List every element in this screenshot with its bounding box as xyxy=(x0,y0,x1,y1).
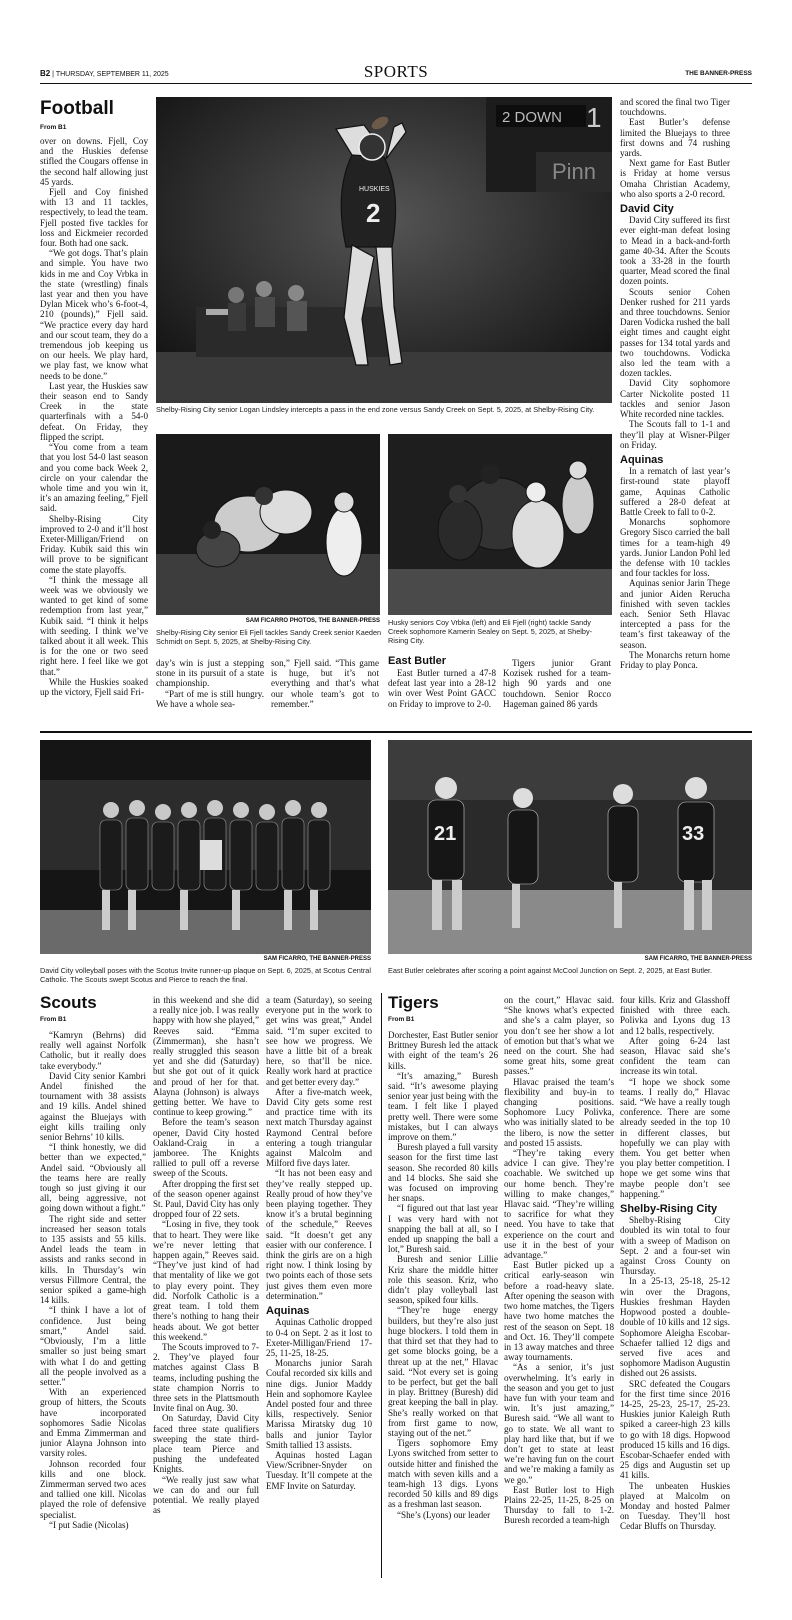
article-paragraph: The Scouts improved to 7-2. They’ve played four matches against Class B teams, including pushing the state champion Norris to three sets in the Plattsmouth Invite final on Aug. 30. xyxy=(153,1341,259,1414)
article-paragraph: Aquinas Catholic dropped to 0-4 on Sept. 2 as it lost to Exeter-Milligan/Friend 17-25, 11-25, 18-25. xyxy=(266,1317,372,1358)
article-paragraph: While the Huskies soaked up the victory, Fjell said Fri- xyxy=(40,676,148,697)
article-paragraph: “It has not been easy and they’ve really stepped up. Really proud of how they’ve been playing together. They know it’s a brutal beginning of the schedule,” Reeves said. “It doesn’t get any easier with our conference. I think the girls are on a high right now. I think losing by two points each of those sets just gives them even more determination.” xyxy=(266,1168,372,1301)
football-right-column xyxy=(620,97,730,725)
article-paragraph: After going 6-24 last season, Hlavac said she’s confident the team can increase its win total. xyxy=(620,1035,730,1077)
article-paragraph: Monarchs junior Sarah Coufal recorded six kills and nine digs. Junior Maddy Hein and sophomore Kaylee Andel posted four and three kills, respectively. Senior Marissa Miratsky dug 10 balls and junior Taylor Smith tallied 13 assists. xyxy=(266,1358,372,1450)
article-paragraph: The right side and setter increased her season totals to 135 assists and 55 kills. Andel leads the team in assists and ranks second in kills. In Thursday’s win versus Fillmore Central, the senior spiked a game-high 14 kills. xyxy=(40,1213,146,1306)
tigers-jump-line: From B1 xyxy=(388,1016,415,1023)
right-photo-caption: Husky seniors Coy Vrbka (left) and Eli Fjell (right) tackle Sandy Creek sophomore Kamerin Sealey on Sept. 5, 2025, at Shelby-Rising City. xyxy=(388,618,593,645)
section-divider xyxy=(40,731,752,733)
article-paragraph: Aquinas senior Jarin Thege and junior Aiden Rerucha finished with seven tackles each. Senior Seth Hlavac intercepted a pass for the team’s first takeaway of the season. xyxy=(620,578,730,650)
article-paragraph: “We got dogs. That’s plain and simple. You have two kids in me and Coy Vrbka in the state (wrestling) finals last year and then you have Dylan Micek who’s 6-foot-4, 210 (pounds),” Fjell said. “We practice every day hard and our scout team, they do a tremendous job keeping us on our heels. We play hard, we play fast, we know what needs to be done.” xyxy=(40,248,148,381)
article-paragraph: Monarchs sophomore Gregory Sisco carried the ball times for a team-high 49 yards. Junior Landon Pohl led the defense with 10 tackles and four tackles for loss. xyxy=(620,517,730,579)
east-butler-section xyxy=(388,655,496,724)
article-paragraph: East Butler’s defense limited the Bluejays to three first downs and 74 rushing yards. xyxy=(620,117,730,159)
football-column-2 xyxy=(156,658,264,724)
article-paragraph: Hlavac praised the team’s flexibility and buy-in to changing positions. Sophomore Lucy Polivka, who was initially slated to be the libero, is now the setter and posted 15 assists. xyxy=(504,1076,614,1148)
article-paragraph: “They’re huge energy builders, but they’re also just huge blockers. I told them in that third set that they had to get some blocks going, be a threat up at the net,” Hlavac said. “Not every set is going to be perfect, but get the ball in play. Brittney (Buresh) did great keeping the ball in play. She’s really worked on that from first game to now, staying out of the net.” xyxy=(388,1305,498,1438)
article-paragraph: “I think honestly, we did better than we expected,” Andel said. “Obviously all the teams here are really tough so just giving it our all, being aggressive, not going down without a fight.” xyxy=(40,1142,146,1214)
football-column-1 xyxy=(40,136,148,726)
article-paragraph: The unbeaten Huskies played at Malcolm on Monday and hosted Palmer on Tuesday. They’ll host Cedar Bluffs on Thursday. xyxy=(620,1480,730,1532)
east-butler-heading: East Butler xyxy=(388,655,447,667)
article-paragraph: “I think I have a lot of confidence. Just being smart,” Andel said. “Obviously, I’m a little smaller so just being smart with what I do and getting all the people involved as a setter.” xyxy=(40,1305,146,1387)
subhead: Aquinas xyxy=(266,1305,310,1318)
subhead: Aquinas xyxy=(620,453,664,466)
article-paragraph: In a 25-13, 25-18, 25-12 win over the Dragons, Huskies freshman Hayden Hopwood posted a double-double of 10 kills and 12 sigs. Sophomore Aleigha Escobar-Schaefer tallied 12 digs and served five aces and sophomore Madison Augustin dished out 26 assists. xyxy=(620,1276,730,1379)
photo-east-butler-celebration xyxy=(388,740,752,954)
article-paragraph: Buresh played a full varsity season for the first time last season. She recorded 80 kills and 14 blocks. She said she was focused on improving her snaps. xyxy=(388,1142,498,1204)
football-col2-text-b: “Part of me is still hungry. We have a whole sea- xyxy=(156,688,264,709)
article-paragraph: On Saturday, David City faced three state qualifiers sweeping the state third-place team Pierce and pushing the undefeated Knights. xyxy=(153,1413,259,1475)
main-photo-interception xyxy=(156,97,612,403)
celebration-photo-credit: SAM FICARRO, THE BANNER-PRESS xyxy=(644,956,752,962)
article-paragraph: “They’re taking every advice I can give. They’re coachable. We switched up our home bench. They’re willing to make changes,” Hlavac said. “They’re willing to sacrifice for what they need. You have to take that experience on the court and use it in the best of your advantage.” xyxy=(504,1148,614,1261)
scouts-column-3 xyxy=(266,995,372,1577)
article-paragraph: Fjell and Coy finished with 13 and 11 tackles, respectively, to lead the team. Fjell posted five tackles for loss and Eickmeier recorded four. Both had one sack. xyxy=(40,187,148,249)
jersey-number: 2 xyxy=(366,198,381,228)
east-butler-text-b: Tigers junior Grant Kozisek rushed for a team-high 90 yards and one touchdown. Senior Rocco Hageman gained 86 yards xyxy=(503,658,611,709)
page-info: B2 | THURSDAY, SEPTEMBER 11, 2025 xyxy=(40,68,169,78)
article-paragraph: Next game for East Butler is Friday at home versus Omaha Christian Academy, who also sports a 2-0 record. xyxy=(620,158,730,199)
issue-date: THURSDAY, SEPTEMBER 11, 2025 xyxy=(55,70,169,78)
subhead: David City xyxy=(620,203,674,216)
page-header xyxy=(40,64,752,82)
scouts-jump-line: From B1 xyxy=(40,1016,67,1023)
east-butler-text-b-column xyxy=(503,658,611,724)
article-paragraph: SRC defeated the Cougars for the first time since 2016 14-25, 25-23, 25-17, 25-23. Huskies junior Kaleigh Ruth spiked a career-high 23 kills to go with 18 digs. Hopwood produced 15 kills and 16 digs. Escobar-Schaefer ended with 25 digs and Augustin set up 41 kills. xyxy=(620,1378,730,1481)
article-paragraph: in this weekend and she did a really nice job. I was really happy with how she played,” Reeves said. “Emma (Zimmerman), she hasn’t really struggled this season yet and she did (Saturday) but she got out of it quick and proud of her for that. Alayna (Johnson) is always getting better. We have to continue to keep growing.” xyxy=(153,995,259,1118)
article-paragraph: over on downs. Fjell, Coy and the Huskies defense stifled the Cougars offense in the second half allowing just 45 yards. xyxy=(40,136,148,187)
article-paragraph: Last year, the Huskies saw their season end to Sandy Creek in the state quarterfinals with a 54-0 defeat. On Friday, they flipped the script. xyxy=(40,380,148,442)
article-paragraph: Shelby-Rising City doubled its win total to four with a sweep of Madison on Sept. 2 and a four-set win against Cross County on Thursday. xyxy=(620,1215,730,1277)
article-paragraph: “I figured out that last year I was very hard with not snapping the ball at all, so I ended up snapping the ball a lot,” Buresh said. xyxy=(388,1203,498,1255)
article-paragraph: “I put Sadie (Nicolas) xyxy=(49,1519,129,1530)
east-butler-text: East Butler turned a 47-8 defeat last year into a 28-12 win over West Point GACC on Friday to improve to 2-0. xyxy=(388,668,496,709)
article-paragraph: “As a senior, it’s just overwhelming. It’s early in the season and you get to just have fun with your team and win. It’s just amazing,” Buresh said. “We all want to go to state. We all want to play hard like that, but if we don’t get to state at least we’re having fun on the court and we’re making a family as we go.” xyxy=(504,1362,614,1485)
article-paragraph: four kills. Kriz and Glasshoff finished with three each. Polivka and Lyons dug 13 and 12 balls, respectively. xyxy=(620,995,730,1036)
article-paragraph: After dropping the first set of the season opener against St. Paul, David City has only dropped four of 22 sets. xyxy=(153,1178,259,1220)
photo-tackle-left xyxy=(156,434,380,615)
banner-text: Pinn xyxy=(552,159,597,184)
article-paragraph: “It’s amazing,” Buresh said. “It’s awesome playing senior year just being with the team. I felt like I played pretty well. There were some mistakes, but I can always improve on them.” xyxy=(388,1070,498,1143)
football-column-3 xyxy=(271,658,379,724)
column-divider xyxy=(381,993,382,1578)
jersey-21: 21 xyxy=(434,823,457,845)
publication-name: THE BANNER-PRESS xyxy=(685,69,752,77)
article-paragraph: David City suffered its first ever eight-man defeat losing to Mead in a back-and-forth game 40-34. After the Scouts took a 33-28 in the fourth quarter, Mead scored the final dozen points. xyxy=(620,215,730,287)
article-paragraph: With an experienced group of hitters, the Scouts have incorporated sophomores Sadie Nicolas and Emma Zimmerman and junior Alayna Johnson into varsity roles. xyxy=(40,1387,146,1459)
scoreboard-number: 1 xyxy=(586,102,602,133)
scouts-column-1 xyxy=(40,1030,146,1578)
article-paragraph: and scored the final two Tiger touchdowns. xyxy=(620,97,730,118)
article-paragraph: East Butler lost to High Plains 22-25, 11-25, 8-25 on Thursday to fall to 1-2. Buresh recorded a team-high xyxy=(504,1484,614,1526)
subhead: Shelby-Rising City xyxy=(620,1203,718,1216)
article-paragraph: After a five-match week, David City gets some rest and practice time with its next match Thursday against Raymond Central before entering a tough triangular against Malcolm and Milford five days later. xyxy=(266,1086,372,1169)
article-paragraph: a team (Saturday), so seeing everyone put in the work to get wins was great,” Andel said. “I’m super excited to see how we progress. We have a little bit of a break here, so that’ll be nice. Really work hard at practice and get better every day.” xyxy=(266,995,372,1087)
article-paragraph: Aquinas hosted Lagan View/Scribner-Snyder on Tuesday. It’ll compete at the EMF Invite on Saturday. xyxy=(266,1449,372,1491)
article-paragraph: “Losing in five, they took that to heart. They were like we’re never letting that happen again,” Reeves said. “They’ve just kind of had that mentality of like we got to play every point. They did. Norfolk Catholic is a great team. I told them there’s nothing to hang their heads about. We got better this weekend.” xyxy=(153,1219,259,1342)
team-photo-credit: SAM FICARRO, THE BANNER-PRESS xyxy=(263,956,371,962)
photo-tackle-right xyxy=(388,434,612,615)
photo-david-city-team xyxy=(40,740,371,954)
scouts-headline: Scouts xyxy=(40,993,97,1012)
jersey-33: 33 xyxy=(682,823,705,845)
article-paragraph: Before the team’s season opener, David City hosted Oakland-Craig in a jamboree. The Knights rallied to pull off a reverse sweep of the Scouts. xyxy=(153,1117,259,1179)
team-photo-caption: David City volleyball poses with the Scotus Invite runner-up plaque on Sept. 6, 2025, at Scotus Central Catholic. The Scouts swept Scotus and Pierce to reach the final. xyxy=(40,966,371,984)
article-paragraph: “I think the message all week was we obviously we wanted to get kind of some redemption from last year,” Kubik said. “I think it helps with seeding. I think we’ve talked about it all week. This is for the one or two seed right here. I feel like we got that.” xyxy=(40,574,148,677)
celebration-photo-caption: East Butler celebrates after scoring a point against McCool Junction on Sept. 2, 2025, at East Butler. xyxy=(388,966,713,975)
scouts-column-2 xyxy=(153,995,259,1577)
article-paragraph: Dorchester, East Butler senior Brittney Buresh led the attack with eight of the team’s 26 kills. xyxy=(388,1030,498,1071)
article-paragraph: Buresh and senior Lillie Kriz share the middle hitter role this season. Kriz, who didn’t play volleyball last season, spiked four kills. xyxy=(388,1254,498,1306)
tigers-column-1 xyxy=(388,1030,498,1578)
article-paragraph: The Monarchs return home Friday to play Ponca. xyxy=(620,649,730,670)
tigers-column-2 xyxy=(504,995,614,1577)
article-paragraph: on the court,” Hlavac said. “She knows what’s expected and she’s a calm player, so you don’t see her show a lot of emotion but that’s what we need on the court. She had some great hits, some great passes.” xyxy=(504,995,614,1077)
article-paragraph: Shelby-Rising City improved to 2-0 and it’ll host Exeter-Milligan/Friend on Friday. Kubik said this win will prove to be significant come the state playoffs. xyxy=(40,513,148,575)
article-paragraph: The Scouts fall to 1-1 and they’ll play at Wisner-Pilger on Friday. xyxy=(620,419,730,450)
article-paragraph: In a rematch of last year’s first-round state playoff game, Aquinas Catholic suffered a 28-0 defeat at Battle Creek to fall to 0-2. xyxy=(620,466,730,517)
football-headline: Football xyxy=(40,98,114,119)
page-number: B2 xyxy=(40,68,51,78)
left-photo-credit: SAM FICARRO PHOTOS, THE BANNER-PRESS xyxy=(245,618,380,624)
left-photo-caption: Shelby-Rising City senior Eli Fjell tackles Sandy Creek senior Kaeden Schmidt on Sept. 5, 2025, at Shelby-Rising City. xyxy=(156,628,382,646)
article-paragraph: “She’s (Lyons) our leader xyxy=(397,1509,491,1520)
football-col3-text: son,” Fjell said. “This game is huge, but it’s not everything and that’s what our whole team’s got to remember.” xyxy=(271,658,379,709)
section-title: SPORTS xyxy=(363,62,429,81)
tigers-column-3 xyxy=(620,995,730,1577)
article-paragraph: David City senior Kambri Andel finished the tournament with 38 assists and 19 kills. Andel shined against the Bluejays with eight kills trailing only senior Behrns’ 10 kills. xyxy=(40,1070,146,1143)
football-col2-text: day’s win is just a stepping stone in its pursuit of a state championship. xyxy=(156,658,264,689)
article-paragraph: Tigers sophomore Emy Lyons switched from setter to outside hitter and finished the match with seven kills and a team-high 13 digs. Lyons recorded 50 kills and 89 digs as a freshman last season. xyxy=(388,1438,498,1510)
article-paragraph: East Butler picked up a critical early-season win before a road-heavy slate. After opening the season with two home matches, the Tigers have two home matches the rest of the season on Sept. 18 and Oct. 16. They’ll compete in 13 away matches and three away tournaments. xyxy=(504,1260,614,1363)
article-paragraph: David City sophomore Carter Nickolite posted 11 tackles and senior Jason White recorded nine tackles. xyxy=(620,378,730,420)
article-paragraph: “Kamryn (Behrns) did really well against Norfolk Catholic, but it really does take everybody.” xyxy=(40,1030,146,1071)
article-paragraph: “You come from a team that you lost 54-0 last season and you come back Week 2, circle on your calendar the whole time and you win it, it’s an amazing feeling,” Fjell said. xyxy=(40,442,148,514)
article-paragraph: “I hope we shock some teams. I really do,” Hlavac said. “We have a really tough conference. There are some already seeded in the top 10 in different classes, but hopefully we can play with them. You get better when you play better competition. I hope we get some wins that maybe people don’t see happening.” xyxy=(620,1076,730,1199)
football-jump-line: From B1 xyxy=(40,124,67,131)
article-paragraph: Johnson recorded four kills and one block. Zimmerman served two aces and tallied one kill. Nicolas played the role of defensive specialist. xyxy=(40,1458,146,1520)
scoreboard-down: 2 DOWN xyxy=(502,109,562,126)
header-rule xyxy=(40,83,752,84)
main-photo-caption: Shelby-Rising City senior Logan Lindsley intercepts a pass in the end zone versus Sandy Creek on Sept. 5, 2025, at Shelby-Rising City. xyxy=(156,405,595,414)
jersey-team: HUSKIES xyxy=(359,186,390,193)
article-paragraph: Scouts senior Cohen Denker rushed for 211 yards and three touchdowns. Senior Daren Vodicka rushed the ball eight times and caught eight passes for 134 total yards and two touchdowns. Vodicka also led the team with a dozen tackles. xyxy=(620,286,730,379)
tigers-headline: Tigers xyxy=(388,993,439,1012)
article-paragraph: “We really just saw what we can do and our full potential. We really played as xyxy=(153,1474,259,1516)
